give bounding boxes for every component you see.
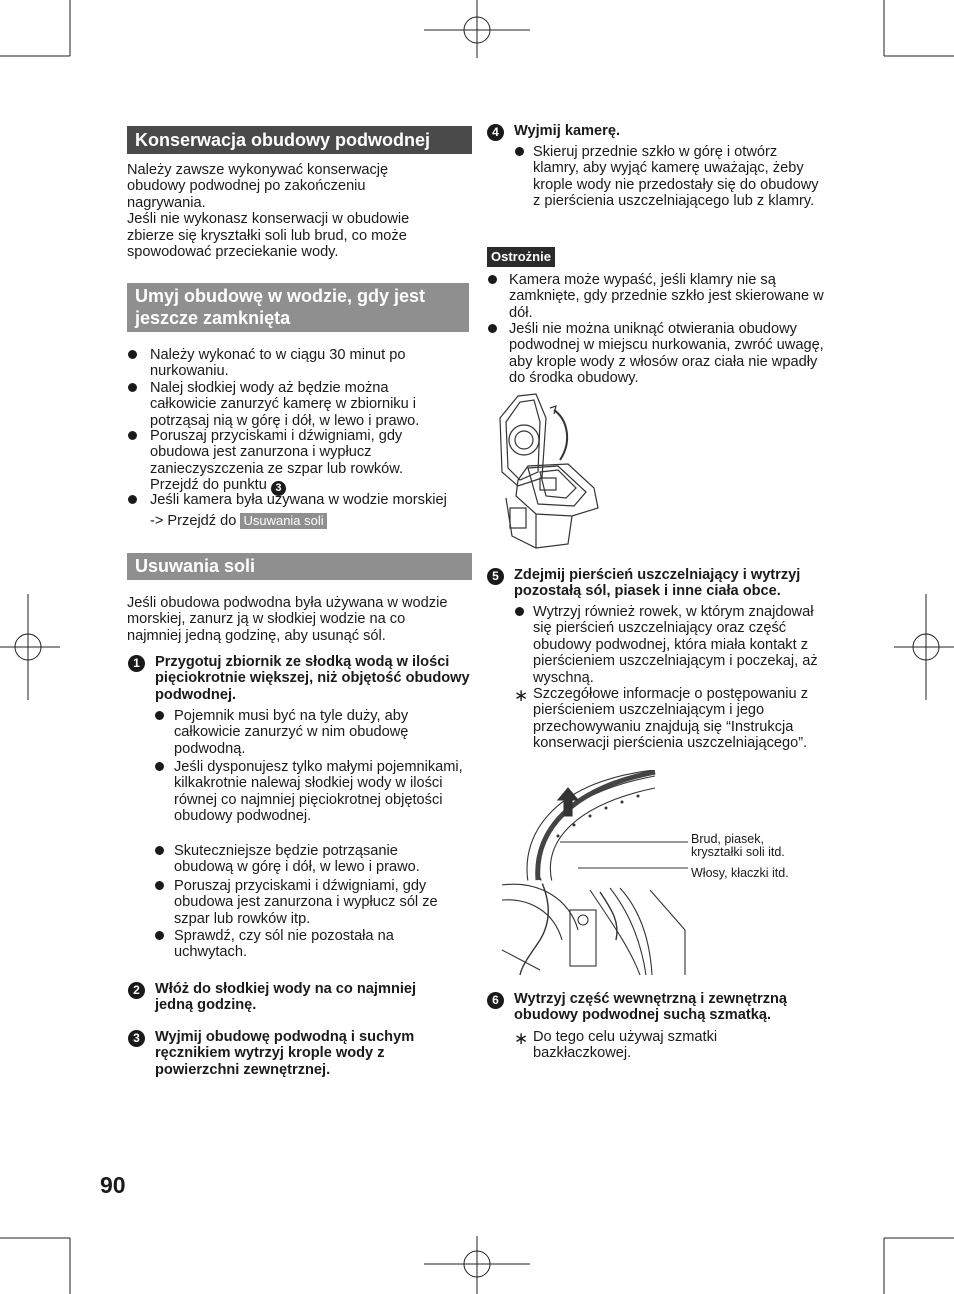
- bullet-icon: [128, 495, 137, 504]
- step-1-bullet-1: Pojemnik musi być na tyle duży, aby całkowicie zanurzyć w nim obudowę podwodną.: [174, 708, 409, 757]
- bullet-icon: [155, 846, 164, 855]
- wash-bullet-3-text: Poruszaj przyciskami i dźwigniami, gdy obudowa jest zanurzona i wypłucz zanieczyszczenia ze szpar lub rowków. Przejdź do punktu: [150, 428, 404, 494]
- wash-bullet-4: Jeśli kamera była używana w wodzie morskiej: [150, 492, 447, 508]
- step-4-badge: 4: [487, 124, 504, 141]
- bullet-icon: [155, 762, 164, 771]
- wash-bullet-3: [150, 428, 450, 496]
- section-title-wash-closed: Umyj obudowę w wodzie, gdy jest jeszcze zamknięta: [127, 283, 469, 332]
- salt-removal-paragraph: Jeśli obudowa podwodna była używana w wodzie morskiej, zanurz ją w słodkiej wodzie na co najmniej jedną godzinę, aby usunąć sól.: [127, 595, 448, 644]
- step-1-bullet-3: Skuteczniejsze będzie potrząsanie obudową w górę i dół, w lewo i prawo.: [174, 843, 420, 876]
- caution-label: Ostrożnie: [487, 247, 555, 267]
- step-6-badge: 6: [487, 992, 504, 1009]
- maintenance-paragraph: Należy zawsze wykonywać konserwację obudowy podwodnej po zakończeniu nagrywania. Jeśli nie wykonasz konserwacji w obudowie zbierze się kryształki soli lub brud, co może spowodować przeciekanie wody.: [127, 162, 410, 261]
- step-4-bullet: Skieruj przednie szkło w górę i otwórz klamry, aby wyjąć kamerę uważając, żeby krople wody nie przedostały się do obudowy z pierścienia uszczelniającego lub z klamry.: [533, 144, 819, 210]
- note-asterisk-icon: ∗: [514, 1029, 529, 1048]
- step-5-badge: 5: [487, 568, 504, 585]
- step-1-badge: 1: [128, 655, 145, 672]
- step-6-note: Do tego celu używaj szmatki bazkłaczkowej.: [533, 1029, 718, 1062]
- bullet-icon: [515, 147, 524, 156]
- page-number: 90: [100, 1172, 126, 1198]
- bullet-icon: [155, 711, 164, 720]
- bullet-icon: [488, 275, 497, 284]
- bullet-icon: [515, 607, 524, 616]
- step-1-bullet-4: Poruszaj przyciskami i dźwigniami, gdy obudowa jest zanurzona i wypłucz sól ze szpar lub rowków itp.: [174, 878, 438, 927]
- step-5-note: Szczegółowe informacje o postępowaniu z pierścieniem uszczelniającym i jego przechowywaniu znajdują się “Instrukcja konserwacji pierścienia uszczelniającego”.: [533, 686, 809, 752]
- step-5-bullet: Wytrzyj również rowek, w którym znajdował się pierścień uszczelniający oraz część obudowy podwodnej, która miała kontakt z pierścieniem uszczelniającym i poczekaj, aż wyschną.: [533, 604, 818, 686]
- section-title-maintenance: Konserwacja obudowy podwodnej: [127, 126, 472, 154]
- step-2-badge: 2: [128, 982, 145, 999]
- step-3-badge: 3: [128, 1030, 145, 1047]
- step-1-title: Przygotuj zbiornik ze słodką wodą w ilości pięciokrotnie większej, niż objętość obudowy podwodnej.: [155, 654, 470, 703]
- goto-line: [150, 513, 327, 529]
- step-3-title: Wyjmij obudowę podwodną i suchym ręcznikiem wytrzyj krople wody z powierzchni zewnętrznej.: [155, 1029, 415, 1078]
- bullet-icon: [128, 350, 137, 359]
- bullet-icon: [488, 324, 497, 333]
- step-ref-badge: 3: [271, 481, 286, 496]
- step-4-title: Wyjmij kamerę.: [514, 123, 620, 139]
- figure-label-dirt: Brud, piasek, kryształki soli itd.: [691, 832, 785, 859]
- bullet-icon: [128, 383, 137, 392]
- note-asterisk-icon: ∗: [514, 686, 529, 705]
- step-2-title: Włóż do słodkiej wody na co najmniej jedną godzinę.: [155, 981, 417, 1014]
- section-title-salt-removal: Usuwania soli: [127, 553, 472, 580]
- caution-bullet-1: Kamera może wypaść, jeśli klamry nie są zamknięte, gdy przednie szkło jest skierowane w dół.: [509, 272, 824, 321]
- figure-label-hair: Włosy, kłaczki itd.: [691, 866, 789, 880]
- goto-link-salt-removal[interactable]: Usuwania soli: [240, 513, 326, 529]
- caution-bullet-2: Jeśli nie można uniknąć otwierania obudowy podwodnej w miejscu nurkowania, zwróć uwagę, aby krople wody z włosów oraz ciała nie wpadły do środka obudowy.: [509, 321, 824, 387]
- goto-prefix: -> Przejdź do: [150, 513, 237, 529]
- step-1-bullet-2: Jeśli dysponujesz tylko małymi pojemnikami, kilkakrotnie nalewaj słodkiej wody w ilości równej co najmniej pięciokrotnej objętości obudowy podwodnej.: [174, 759, 463, 825]
- bullet-icon: [155, 931, 164, 940]
- housing-open-illustration: [488, 388, 608, 558]
- step-5-title: Zdejmij pierścień uszczelniający i wytrzyj pozostałą sól, piasek i inne ciała obce.: [514, 567, 801, 600]
- wash-bullet-2: Nalej słodkiej wody aż będzie można całkowicie zanurzyć kamerę w zbiorniku i potrząsaj nią w górę i dół, w lewo i prawo.: [150, 380, 420, 429]
- seal-groove-illustration: [500, 770, 700, 980]
- wash-bullet-1: Należy wykonać to w ciągu 30 minut po nurkowaniu.: [150, 347, 406, 380]
- step-1-bullet-5: Sprawdź, czy sól nie pozostała na uchwytach.: [174, 928, 394, 961]
- bullet-icon: [128, 431, 137, 440]
- step-6-title: Wytrzyj część wewnętrzną i zewnętrzną obudowy podwodnej suchą szmatką.: [514, 991, 788, 1024]
- bullet-icon: [155, 881, 164, 890]
